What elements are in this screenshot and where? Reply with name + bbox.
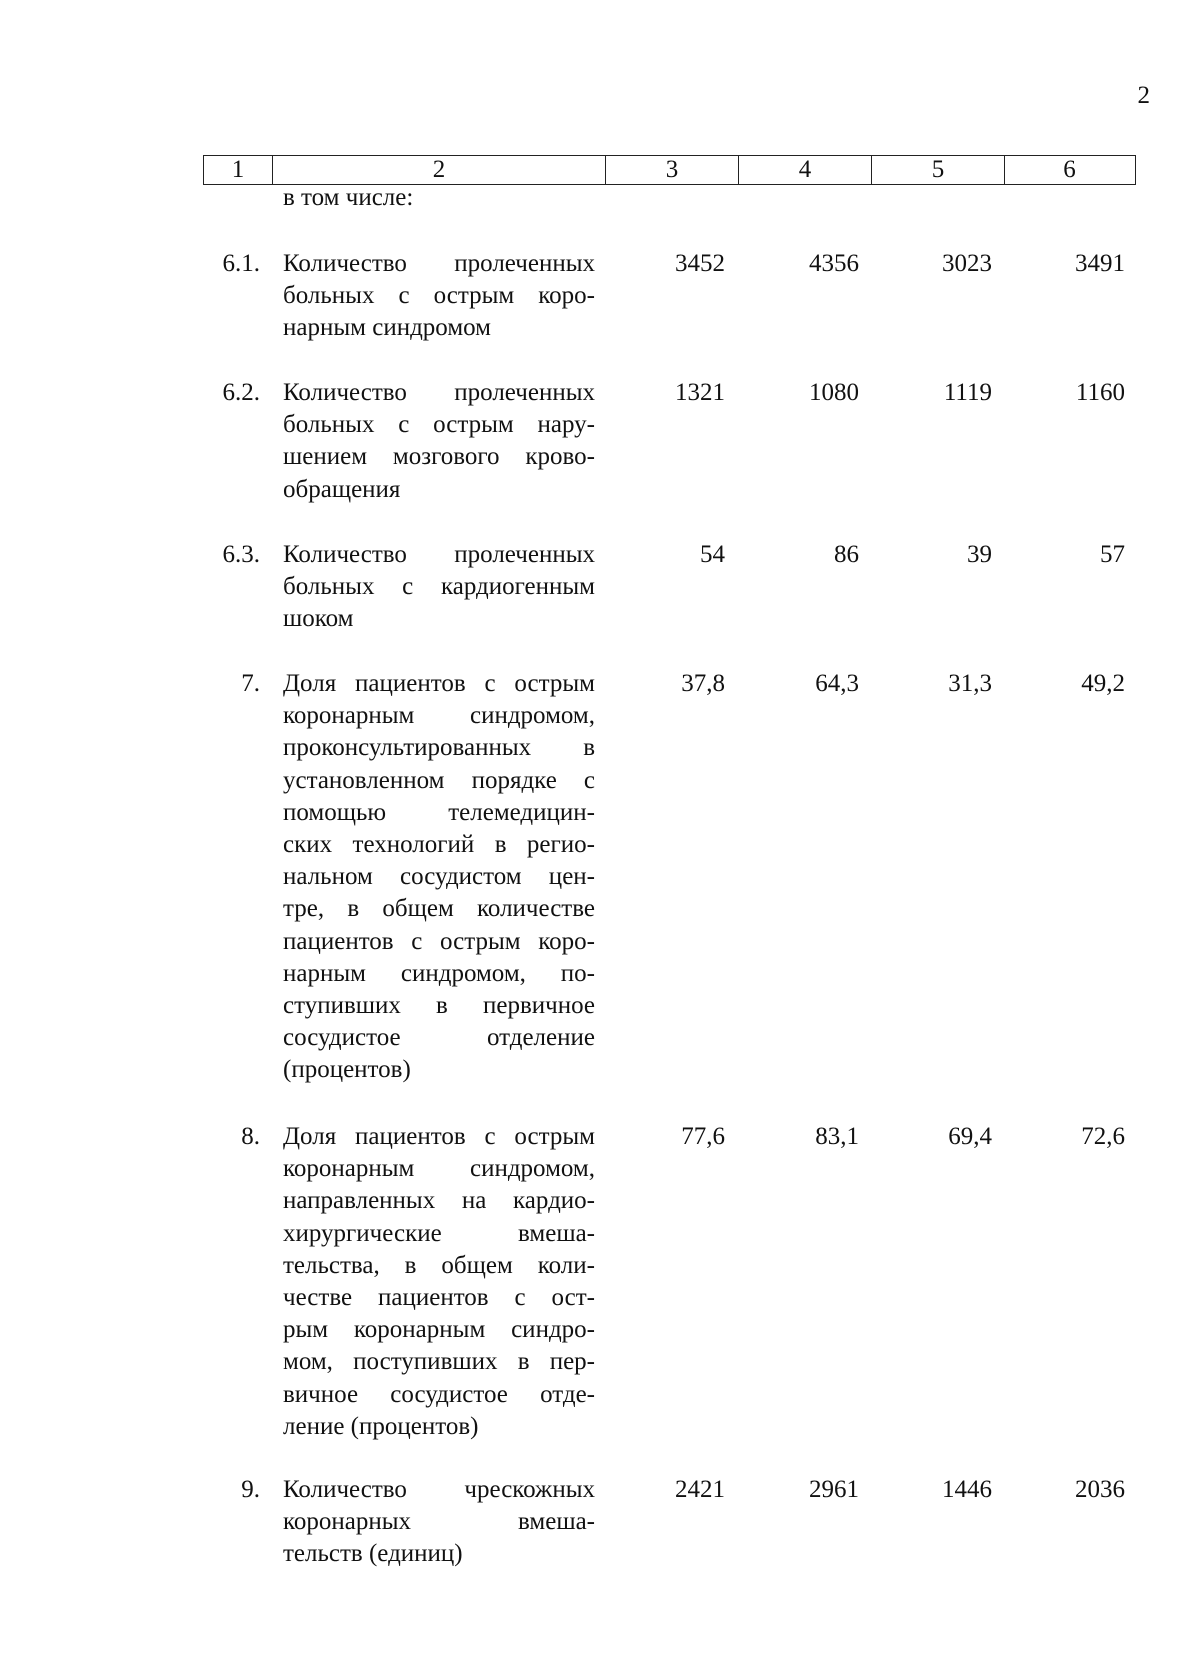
- subtitle-including: в том числе:: [283, 184, 414, 211]
- value-col-5: 39: [967, 541, 992, 568]
- row-description: Количество чрескожных коронарных вмеша- тельств (единиц): [283, 1476, 595, 1568]
- row-number: 9.: [241, 1476, 260, 1503]
- column-header-5: 5: [871, 156, 1004, 184]
- value-col-4: 2961: [809, 1476, 859, 1503]
- value-col-3: 37,8: [681, 670, 725, 697]
- value-col-6: 3491: [1075, 250, 1125, 277]
- value-col-6: 2036: [1075, 1476, 1125, 1503]
- row-description: Количество пролеченных больных с кардиогенным шоком: [283, 541, 595, 633]
- value-col-5: 3023: [942, 250, 992, 277]
- value-col-3: 54: [700, 541, 725, 568]
- value-col-3: 1321: [675, 379, 725, 406]
- value-col-6: 72,6: [1081, 1123, 1125, 1150]
- column-header-6: 6: [1004, 156, 1134, 184]
- column-header-3: 3: [605, 156, 738, 184]
- column-header-1: 1: [231, 156, 245, 183]
- row-description: Количество пролеченных больных с острым коро- нарным синдромом: [283, 250, 595, 342]
- value-col-5: 1446: [942, 1476, 992, 1503]
- page-number: 2: [1137, 82, 1150, 109]
- value-col-4: 1080: [809, 379, 859, 406]
- row-number: 7.: [241, 670, 260, 697]
- value-col-4: 83,1: [815, 1123, 859, 1150]
- column-header-4: 4: [738, 156, 871, 184]
- row-description: Количество пролеченных больных с острым нару- шением мозгового крово- обращения: [283, 379, 595, 503]
- column-header-2: 2: [272, 156, 605, 184]
- value-col-6: 1160: [1075, 379, 1125, 406]
- value-col-3: 77,6: [681, 1123, 725, 1150]
- column-number-header: [203, 155, 1136, 185]
- row-description: Доля пациентов с острым коронарным синдромом, направленных на кардио- хирургические вмеша- тельства, в общем коли- честве пациентов с ост- рым коронарным синдро- мом, поступивших в пер- вичное сосудистое отде- ление (процентов): [283, 1123, 595, 1440]
- row-number: 8.: [241, 1123, 260, 1150]
- value-col-6: 49,2: [1081, 670, 1125, 697]
- value-col-4: 4356: [809, 250, 859, 277]
- row-number: 6.3.: [222, 541, 260, 568]
- value-col-5: 31,3: [948, 670, 992, 697]
- row-description: Доля пациентов с острым коронарным синдромом, проконсультированных в установленном порядке с помощью телемедицин- ских технологий в регио- нальном сосудистом цен- тре, в общем количестве пациентов с острым коро- нарным синдромом, по- ступивших в первичное сосудистое отделение (процентов): [283, 670, 595, 1084]
- value-col-3: 2421: [675, 1476, 725, 1503]
- row-number: 6.2.: [222, 379, 260, 406]
- value-col-6: 57: [1100, 541, 1125, 568]
- value-col-4: 64,3: [815, 670, 859, 697]
- value-col-3: 3452: [675, 250, 725, 277]
- value-col-5: 1119: [943, 379, 992, 406]
- value-col-5: 69,4: [948, 1123, 992, 1150]
- row-number: 6.1.: [222, 250, 260, 277]
- value-col-4: 86: [834, 541, 859, 568]
